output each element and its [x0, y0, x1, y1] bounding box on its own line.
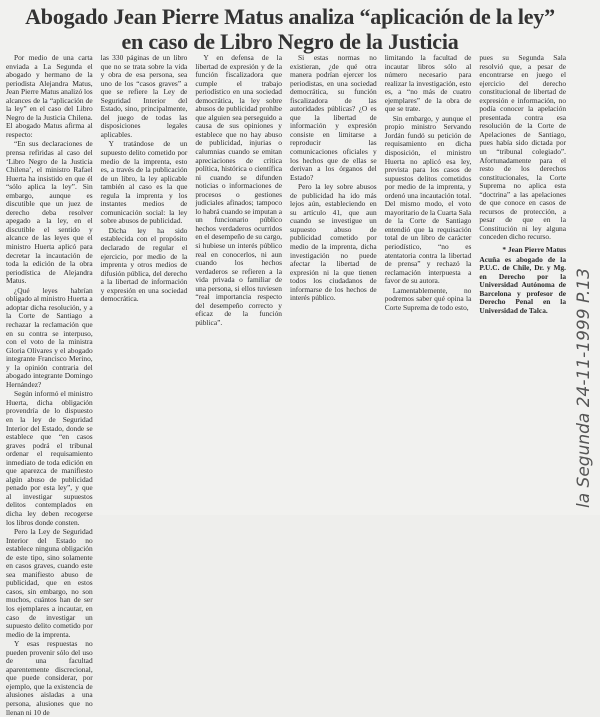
paragraph: Según informó el ministro Huerta, dicha obligación provendría de lo dispuesto en la ley de Seguridad Interior del Estado, donde se establece que “en casos graves podrá el tribunal ordenar el requisamiento inmediato de toda edición en que aparezca de manifiesto algún abuso de publicidad penado por esta ley”, y que al investigar supuestos delitos contemplados en dicha ley deben recogerse los libros donde consten. [6, 389, 93, 527]
paragraph: Dicha ley ha sido establecida con el propósito declarado de regular el ejercicio, por medio de la imprenta y otros medios de difusión pública, del derecho a la libertad de información y expresión en una sociedad democrática. [100, 225, 188, 304]
paragraph: las 330 páginas de un libro que no se trata sobre la vida y obra de esa persona, sea uno de los “casos graves” a que se refiere la Ley de Seguridad Interior del Estado, sino, principalmente, del juego de todas las disposiciones legales aplicables. [100, 53, 188, 139]
paragraph: ¿Qué leyes habrían obligado al ministro Huerta a adoptar dicha resolución, y a la Corte de Santiago a rechazar la reclamación que en su contra se interpuso, con el voto de la ministra Gloria Olivares y el abogado integrante Francisco Merino, y la opinión contraria del abogado integrante Domingo Hernández? [6, 285, 93, 389]
paragraph: pues su Segunda Sala resolvió que, a pesar de encontrarse en juego el ejercicio del derecho constitucional de libertad de expresión e información, no podía conocer la apelación presentada contra esa resolución de la Corte de Apelaciones de Santiago, pues había sido dictada por un “tribunal colegiado”. Afortunadamente para el resto de los derechos constitucionales, la Corte Suprema no aplica esta “doctrina” a las apelaciones de que conoce en casos de recursos de protección, a pesar de que en la Constitución ni ley alguna conceden dicho recurso. [479, 53, 567, 242]
column-3 [195, 54, 282, 512]
author-signature: * Jean Pierre Matus [502, 245, 567, 255]
paragraph: limitando la facultad de incautar libros sólo al número necesario para realizar la investigación, esto es, a “no más de cuatro ejemplares” de la obra de que se trate. [384, 53, 472, 114]
paragraph: Lamentablemente, no podremos saber qué opina la Corte Suprema de todo esto, [384, 285, 472, 312]
paragraph: Y en defensa de la libertad de expresión y de la función fiscalizadora que cumple el trabajo periodístico en una sociedad democrática, la ley sobre abusos de publicidad prohíbe que alguien sea perseguido a causa de sus opiniones y establece que no hay abuso de publicidad, injurias o calumnias cuando se emitan apreciaciones de crítica política, histórica o científica ni cuando se difunden noticias o informaciones de procesos o gestiones judiciales afinados; tampoco lo habrá cuando se imputan a un funcionario público hechos verdaderos ocurridos en el desempeño de su cargo, si hubiese un interés público real en conocerlos, ni aun cuando los hechos verdaderos se refieren a la vida privada o familiar de una persona, si ellos tuviesen “real importancia respecto del desempeño correcto y eficaz de la función pública”. [195, 53, 283, 327]
paragraph: Pero la Ley de Seguridad Interior del Estado no establece ninguna obligación de este tipo, sino solamente en casos graves, cuando este sea manifiesto abuso de publicidad, que en estos casos, sin embargo, no son muchos, cuántos han de ser los ejemplares a incautar, en caso de investigar un supuesto delito cometido por medio de la imprenta. [6, 527, 93, 639]
paragraph: Por medio de una carta enviada a La Segunda el abogado y hermano de la periodista Alejandra Matus, Jean Pierre Matus analizó los alcances de la “aplicación de la ley” en el caso del Libro Negro de la Justicia Chilena. El abogado Matus afirma al respecto: [6, 53, 93, 139]
paragraph: Sin embargo, y aunque el propio ministro Servando Jordán fundó su petición de requisamiento en dicha disposición, el ministro Huerta no aplicó esa ley, prevista para los casos de supuestos delitos cometidos por medio de la imprenta, y ordenó una incautación total. Del mismo modo, el voto mayoritario de la Cuarta Sala de la Corte de Santiago entendió que la requisación total de un libro de carácter periodístico, “no es atentatoria contra la libertad de prensa” y rechazó la reclamación interpuesta a favor de su autora. [384, 113, 472, 286]
paragraph: Y esas respuestas no pueden provenir sólo del uso de una facultad aparentemente discrecional, que puede considerar, por ejemplo, que la existencia de alusiones aisladas a una persona, alusiones que no llenan ni 10 de [6, 639, 93, 717]
headline-line-1: Abogado Jean Pierre Matus analiza “aplicación de la ley” [25, 4, 555, 29]
article-body [6, 53, 567, 717]
headline-line-2: en caso de Libro Negro de la Justicia [121, 29, 459, 54]
paragraph: Pero la ley sobre abusos de publicidad ha ido más lejos aún, estableciendo en su artículo 41, que aun cuando se investigue un supuesto abuso de publicidad cometido por medio de la imprenta, dicha investigación no puede afectar la libertad de expresión ni la que tienen todos los ciudadanos de informarse de los hechos de interés público. [290, 182, 377, 303]
column-6 [479, 54, 566, 512]
source-note-text: la Segunda 24-11-1999 P.13 [574, 268, 594, 508]
handwritten-source-note [570, 250, 596, 510]
column-5 [385, 54, 472, 512]
paragraph: Si estas normas no existieran, ¿de qué otra manera podrían ejercer los periodistas, en una sociedad democrática, su función fiscalizadora de las autoridades públicas? ¿O es que la libertad de información y expresión consiste en limitarse a reproducir las comunicaciones oficiales y los hechos que de ellas se derivan a los órganos del Estado? [290, 53, 377, 182]
paragraph: “En sus declaraciones de prensa refiridas al caso del ‘Libro Negro de la Justicia Chilena’, el ministro Rafael Huerta ha insistido en que él “sólo aplica la ley”. Sin embargo, aunque es discutible que un juez de derecho deba resolver apegado a la ley, en el discutible el sentido y alcance de las leyes que el ministro Huerta aplicó para decretar la incautación de toda la edición de la obra periodística de Alejandra Matus. [6, 139, 93, 286]
column-1 [6, 53, 93, 717]
article-headline [20, 4, 560, 54]
column-4 [290, 54, 377, 512]
author-bio: Acuña es abogado de la P.U.C. de Chile, Dr. y Mg. en Derecho por la Universidad Autónoma de Barcelona y profesor de Derecho Penal en la Universidad de Talca. [479, 254, 567, 315]
column-2 [101, 54, 188, 512]
paragraph: Y tratándose de un supuesto delito cometido por medio de la imprenta, esto es, a través de la publicación de un libro, la ley aplicable también al caso es la que regula la imprenta y los instantes medios de comunicación social: la ley sobre abusos de publicidad. [100, 139, 188, 226]
